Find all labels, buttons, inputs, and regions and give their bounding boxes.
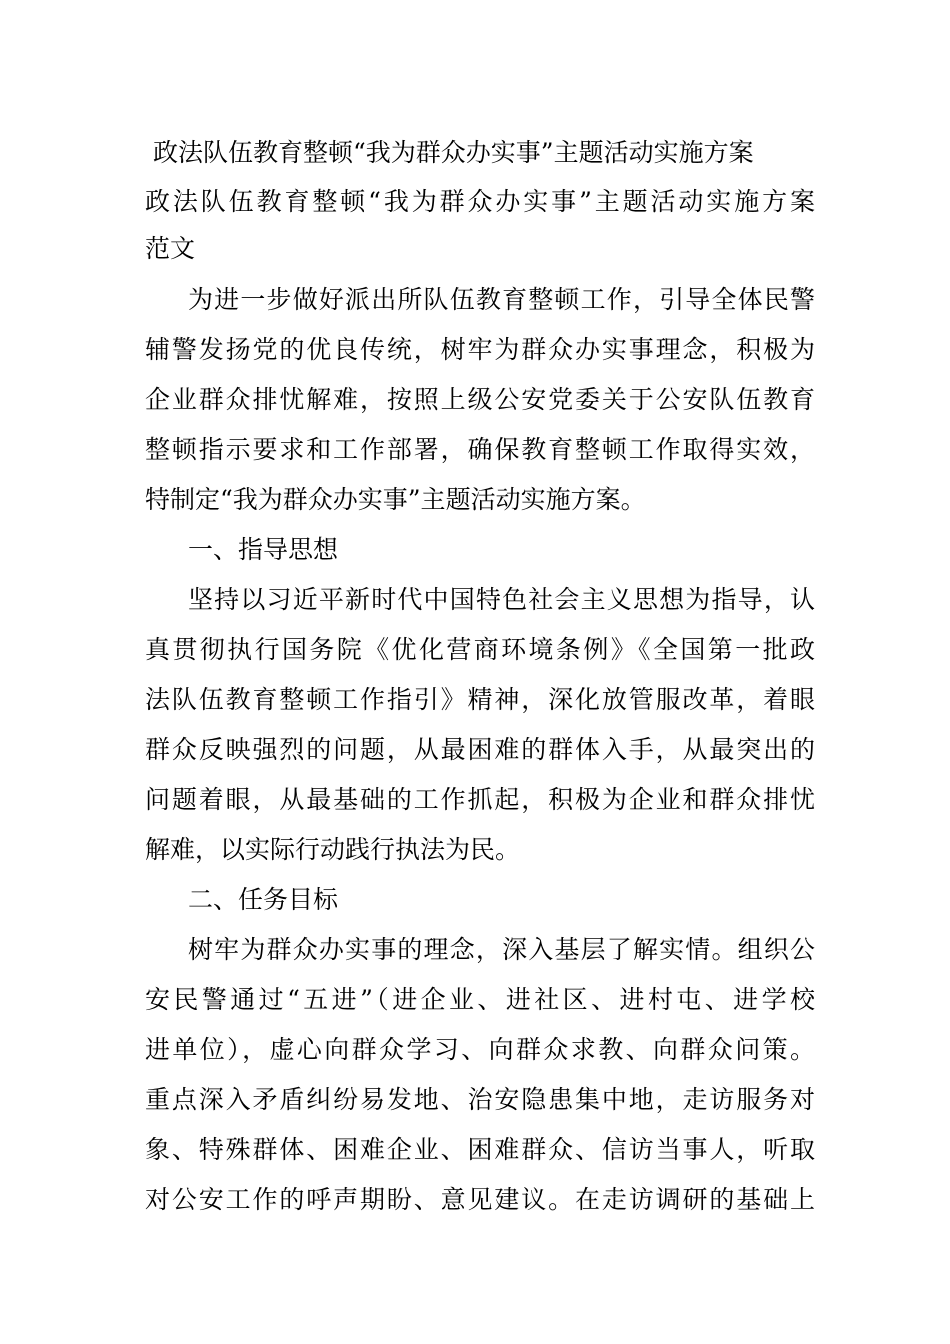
document-title-line-1: 政法队伍教育整顿“我为群众办实事”主题活动实施方案 — [153, 138, 754, 167]
paragraph-3-line-3: 进单位），虚心向群众学习、向群众求教、向群众问策。 — [145, 1035, 815, 1064]
document-title-line-2: 政法队伍教育整顿“我为群众办实事”主题活动实施方案 — [145, 187, 815, 216]
paragraph-2-line-1: 坚持以习近平新时代中国特色社会主义思想为指导，认 — [188, 585, 815, 614]
section-heading-task-objectives: 二、任务目标 — [188, 885, 339, 914]
paragraph-1-line-2: 辅警发扬党的优良传统，树牢为群众办实事理念，积极为 — [145, 335, 815, 364]
paragraph-3-line-1: 树牢为群众办实事的理念，深入基层了解实情。组织公 — [188, 935, 815, 964]
paragraph-3-line-6: 对公安工作的呼声期盼、意见建议。在走访调研的基础上 — [145, 1185, 815, 1214]
paragraph-2-line-2: 真贯彻执行国务院《优化营商环境条例》《全国第一批政 — [145, 635, 815, 664]
paragraph-1-line-1: 为进一步做好派出所队伍教育整顿工作，引导全体民警 — [188, 285, 815, 314]
paragraph-2-line-3: 法队伍教育整顿工作指引》精神，深化放管服改革，着眼 — [145, 685, 815, 714]
paragraph-1-line-3: 企业群众排忧解难，按照上级公安党委关于公安队伍教育 — [145, 385, 815, 414]
paragraph-1-line-5: 特制定“我为群众办实事”主题活动实施方案。 — [145, 485, 646, 514]
paragraph-3-line-5: 象、特殊群体、困难企业、困难群众、信访当事人，听取 — [145, 1135, 815, 1164]
document-title-line-3: 范文 — [145, 234, 196, 263]
paragraph-3-line-4: 重点深入矛盾纠纷易发地、治安隐患集中地，走访服务对 — [145, 1085, 815, 1114]
paragraph-3-line-2: 安民警通过“五进”（进企业、进社区、进村屯、进学校 — [145, 985, 815, 1014]
paragraph-2-line-4: 群众反映强烈的问题，从最困难的群体入手，从最突出的 — [145, 735, 815, 764]
paragraph-1-line-4: 整顿指示要求和工作部署，确保教育整顿工作取得实效， — [145, 435, 815, 464]
section-heading-guiding-thought: 一、指导思想 — [188, 535, 339, 564]
paragraph-2-line-5: 问题着眼，从最基础的工作抓起，积极为企业和群众排忧 — [145, 785, 815, 814]
paragraph-2-line-6: 解难，以实际行动践行执法为民。 — [145, 835, 521, 864]
